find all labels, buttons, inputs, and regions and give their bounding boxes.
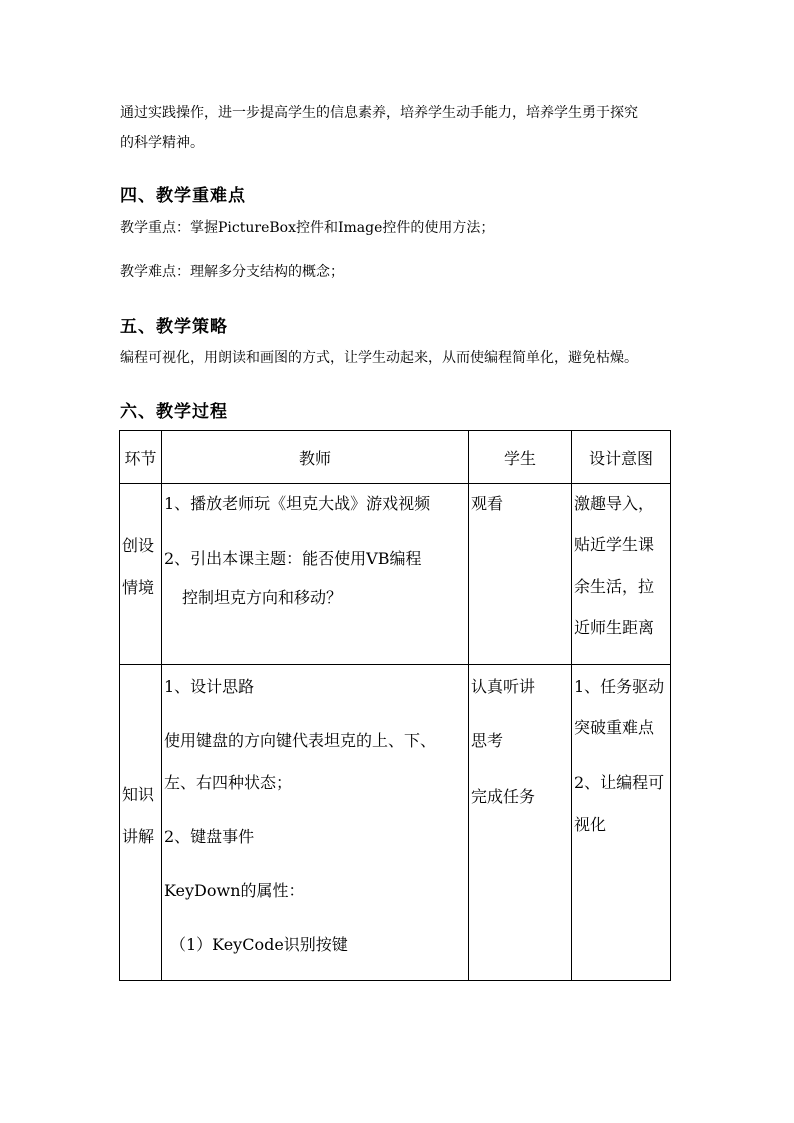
intro-paragraph-line1: 通过实践操作，进一步提高学生的信息素养，培养学生动手能力，培养学生勇于探究 [120,105,638,121]
teacher-text: 左、右四种状态； [164,773,293,792]
intent-text: 突破重难点 [574,718,655,737]
stage-text: 知识 [122,785,155,804]
stage-cell [120,484,162,665]
intent-text: 2、让编程可 [574,773,665,792]
section4-heading: 四、教学重难点 [120,186,246,206]
header-stage: 环节 [120,431,162,484]
teacher-text: 1、播放老师玩《坦克大战》游戏视频 [164,494,431,513]
teacher-text: KeyDown的属性： [164,881,305,900]
intent-text: 视化 [574,815,607,834]
student-text: 完成任务 [471,787,536,806]
student-text: 观看 [471,494,504,513]
intent-text: 激趣导入， [574,494,655,513]
stage-text: 讲解 [122,827,155,846]
teacher-cell [162,665,469,981]
teacher-text: 1、设计思路 [164,677,255,696]
teacher-text: 2、键盘事件 [164,827,255,846]
teaching-process-table [119,430,671,981]
student-cell [469,484,572,665]
key-point-text: 教学重点：掌握PictureBox控件和Image控件的使用方法； [120,220,495,236]
student-text: 认真听讲 [471,677,536,696]
student-cell [469,665,572,981]
teacher-text: （1）KeyCode识别按键 [170,935,348,954]
teacher-cell [162,484,469,665]
intent-cell [572,665,671,981]
intent-text: 贴近学生课 [574,535,655,554]
header-teacher: 教师 [162,431,469,484]
section6-heading: 六、教学过程 [120,402,228,422]
header-student: 学生 [469,431,572,484]
teacher-text: 2、引出本课主题：能否使用VB编程 [164,549,422,568]
intent-cell [572,484,671,665]
intent-text: 近师生距离 [574,618,655,637]
table-header-row [120,431,671,484]
difficulty-text: 教学难点：理解多分支结构的概念； [120,264,344,280]
table-row [120,665,671,981]
table-row [120,484,671,665]
stage-cell [120,665,162,981]
section5-heading: 五、教学策略 [120,317,228,337]
teacher-text: 使用键盘的方向键代表坦克的上、下、 [164,731,437,750]
stage-text: 情境 [122,578,155,597]
intent-text: 余生活，拉 [574,577,655,596]
intent-text: 1、任务驱动 [574,677,665,696]
student-text: 思考 [471,731,504,750]
header-intent: 设计意图 [572,431,671,484]
teacher-text: 控制坦克方向和移动？ [182,588,343,607]
strategy-text: 编程可视化，用朗读和画图的方式，让学生动起来，从而使编程简单化，避免枯燥。 [120,350,638,366]
stage-text: 创设 [122,536,155,555]
intro-paragraph-line2: 的科学精神。 [120,135,204,151]
